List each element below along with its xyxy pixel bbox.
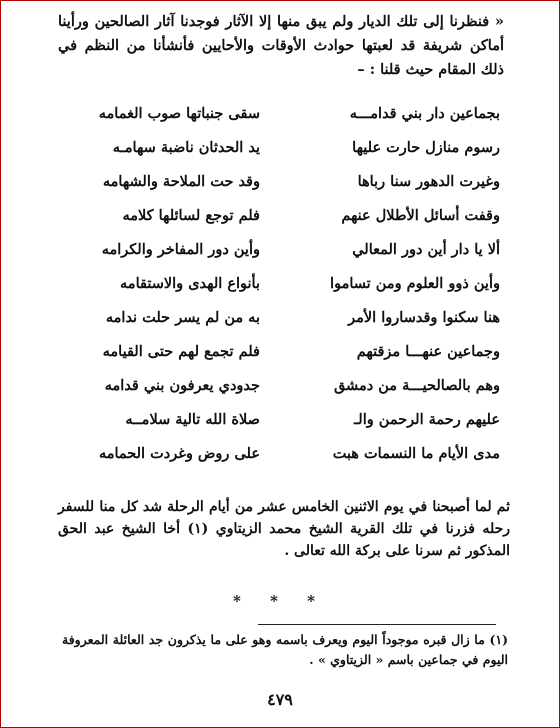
verse-first-hemistich: وجماعين عنهـــا مزقتهم (356, 343, 500, 360)
verse-second-hemistich: وأين دور المفاخر والكرامه (101, 241, 260, 258)
poem-verse (0, 374, 560, 408)
closing-paragraph: ثم لما أصبحنا في يوم الاثنين الخامس عشر من أيام الرحلة شد كل منا للسفر رحله فزرنا في تلك القرية الشيخ محمد الزيتاوي (١) أخا الشيخ عبد الحق المذكور ثم سرنا على بركة الله تعالى . (58, 499, 511, 559)
verse-second-hemistich: صلاة الله تالية سلامــه (125, 411, 260, 428)
verse-first-hemistich: هنا سكنوا وقدساروا الأمر (348, 309, 500, 326)
poem (0, 102, 560, 476)
verse-first-hemistich: وقفت أسائل الأطلال عنهم (341, 207, 500, 224)
intro-paragraph: « فنظرنا إلى تلك الديار ولم يبق منها إلا الآثار فوجدنا آثار الصالحين ورأينا أماكن شريفة قد لعبتها حوادث الأوقات والأحايين فأنشأنا من النظم في ذلك المقام حيث قلنا : – (58, 13, 504, 78)
verse-second-hemistich: سقى جنباتها صوب الغمامه (98, 105, 260, 122)
verse-second-hemistich: فلم توجع لسائلها كلامه (122, 207, 260, 224)
footnote-rule (258, 624, 496, 625)
verse-second-hemistich: يد الحدثان ناضبة سهامـه (112, 139, 260, 156)
verse-first-hemistich: وأين ذوو العلوم ومن تساموا (330, 275, 500, 292)
poem-verse (0, 340, 560, 374)
verse-second-hemistich: بأنواع الهدى والاستقامه (120, 275, 260, 292)
verse-first-hemistich: رسوم منازل حارت عليها (352, 139, 500, 156)
verse-second-hemistich: جدودي يعرفون بني قدامه (104, 377, 260, 394)
verse-second-hemistich: وقد حت الملاحة والشهامه (102, 173, 260, 190)
poem-verse (0, 408, 560, 442)
verse-second-hemistich: على روض وغردت الحمامه (98, 445, 260, 462)
poem-verse (0, 306, 560, 340)
verse-first-hemistich: وهم بالصالحيـــة من دمشق (333, 377, 500, 394)
poem-verse (0, 170, 560, 204)
verse-first-hemistich: بجماعين دار بني قدامـــه (349, 105, 500, 122)
poem-verse (0, 272, 560, 306)
poem-verse (0, 442, 560, 476)
poem-verse (0, 102, 560, 136)
verse-second-hemistich: به من لم يسر حلت ندامه (105, 309, 260, 326)
verse-first-hemistich: عليهم رحمة الرحمن والـ (354, 411, 500, 428)
verse-first-hemistich: مدى الأيام ما النسمات هبت (332, 445, 500, 462)
poem-verse (0, 136, 560, 170)
poem-verse (0, 238, 560, 272)
verse-first-hemistich: وغيرت الدهور سنا رباها (357, 173, 500, 190)
page-number: ٤٧٩ (267, 690, 293, 709)
footnote: (١) ما زال قبره موجوداً اليوم ويعرف باسمه وهو على ما يذكرون جد العائلة المعروفة اليوم في جماعين باسم « الزيتاوي » . (62, 632, 508, 667)
poem-verse (0, 204, 560, 238)
section-divider-stars: * * * (233, 592, 327, 610)
verse-first-hemistich: ألا يا دار أين دور المعالي (352, 241, 500, 258)
verse-second-hemistich: فلم تجمع لهم حتى القيامه (102, 343, 260, 360)
